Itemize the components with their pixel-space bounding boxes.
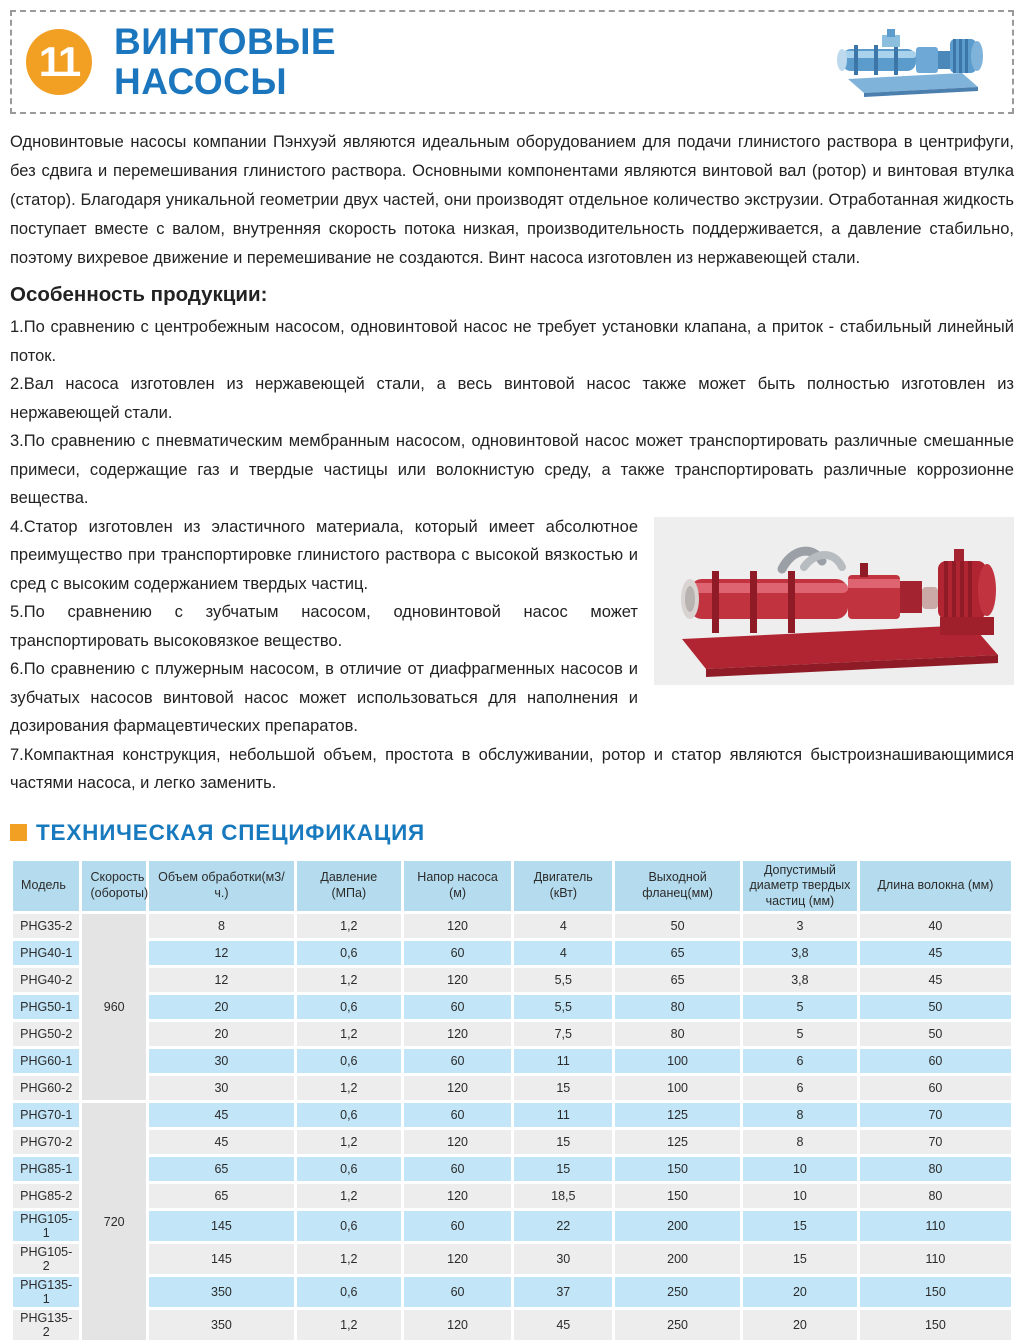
value-cell: 11 <box>514 1049 612 1073</box>
value-cell: 145 <box>149 1244 294 1274</box>
value-cell: 125 <box>615 1130 740 1154</box>
value-cell: 1,2 <box>297 1076 401 1100</box>
value-cell: 45 <box>860 941 1011 965</box>
value-cell: 150 <box>615 1184 740 1208</box>
speed-cell: 960 <box>82 914 145 1100</box>
value-cell: 80 <box>615 1022 740 1046</box>
value-cell: 50 <box>860 1022 1011 1046</box>
value-cell: 125 <box>615 1103 740 1127</box>
value-cell: 8 <box>743 1130 857 1154</box>
value-cell: 70 <box>860 1103 1011 1127</box>
red-pump-photo <box>654 517 1014 685</box>
value-cell: 5,5 <box>514 995 612 1019</box>
intro-paragraph: Одновинтовые насосы компании Пэнхуэй являются идеальным оборудованием для подачи глинистого раствора в центрифуги, без сдвига и перемешивания глинистого раствора. Основными компонентами являются винтовой вал (ротор) и винтовая втулка (статор). Благодаря уникальной геометрии двух частей, они производят отдельное количество экструзии. Отработанная жидкость поступает вместе с валом, внутренняя скорость потока низкая, производительность поддерживается, а давление стабильно, поэтому вихревое движение и перемешивание не создаются. Винт насоса изготовлен из нержавеющей стали. <box>10 128 1014 273</box>
section-number: 11 <box>39 41 79 83</box>
value-cell: 65 <box>149 1157 294 1181</box>
value-cell: 60 <box>860 1049 1011 1073</box>
value-cell: 6 <box>743 1049 857 1073</box>
model-cell: PHG105-2 <box>13 1244 79 1274</box>
value-cell: 60 <box>404 1211 512 1241</box>
value-cell: 4 <box>514 941 612 965</box>
page-title-line1: ВИНТОВЫЕ <box>114 22 830 62</box>
value-cell: 0,6 <box>297 1049 401 1073</box>
feature-item-6: 6.По сравнению с плужерным насосом, в отличие от диафрагменных насосов и зубчатых насосов винтовой насос может использоваться для наполнения и дозирования фармацевтических препаратов. <box>10 655 1014 741</box>
value-cell: 15 <box>743 1244 857 1274</box>
value-cell: 145 <box>149 1211 294 1241</box>
value-cell: 110 <box>860 1244 1011 1274</box>
table-row <box>13 914 1011 938</box>
value-cell: 45 <box>514 1310 612 1340</box>
value-cell: 0,6 <box>297 1103 401 1127</box>
value-cell: 200 <box>615 1244 740 1274</box>
model-cell: PHG50-2 <box>13 1022 79 1046</box>
model-cell: PHG35-2 <box>13 914 79 938</box>
value-cell: 120 <box>404 1184 512 1208</box>
value-cell: 20 <box>743 1310 857 1340</box>
value-cell: 60 <box>404 1157 512 1181</box>
value-cell: 120 <box>404 968 512 992</box>
value-cell: 120 <box>404 1244 512 1274</box>
value-cell: 15 <box>743 1211 857 1241</box>
value-cell: 15 <box>514 1130 612 1154</box>
value-cell: 8 <box>149 914 294 938</box>
value-cell: 70 <box>860 1130 1011 1154</box>
features-with-image <box>10 513 1014 741</box>
value-cell: 1,2 <box>297 914 401 938</box>
spec-section-heading <box>10 820 1014 846</box>
value-cell: 250 <box>615 1277 740 1307</box>
value-cell: 45 <box>149 1130 294 1154</box>
value-cell: 12 <box>149 941 294 965</box>
value-cell: 20 <box>149 995 294 1019</box>
model-cell: PHG85-2 <box>13 1184 79 1208</box>
table-row <box>13 1130 1011 1154</box>
value-cell: 120 <box>404 914 512 938</box>
value-cell: 40 <box>860 914 1011 938</box>
table-row <box>13 1277 1011 1307</box>
value-cell: 22 <box>514 1211 612 1241</box>
table-row <box>13 968 1011 992</box>
value-cell: 50 <box>615 914 740 938</box>
table-row <box>13 1103 1011 1127</box>
value-cell: 120 <box>404 1310 512 1340</box>
value-cell: 1,2 <box>297 1310 401 1340</box>
page-title <box>114 22 830 102</box>
feature-item-4: 4.Статор изготовлен из эластичного материала, который имеет абсолютное преимущество при транспортировке глинистого раствора с высокой вязкостью и сред с высоким содержанием твердых частиц. <box>10 513 1014 599</box>
value-cell: 30 <box>149 1076 294 1100</box>
col-header-fiber: Длина волокна (мм) <box>860 861 1011 912</box>
value-cell: 7,5 <box>514 1022 612 1046</box>
value-cell: 60 <box>860 1076 1011 1100</box>
speed-cell: 720 <box>82 1103 145 1340</box>
page-title-line2: НАСОСЫ <box>114 62 830 102</box>
model-cell: PHG60-2 <box>13 1076 79 1100</box>
value-cell: 0,6 <box>297 1157 401 1181</box>
table-row <box>13 1211 1011 1241</box>
model-cell: PHG70-1 <box>13 1103 79 1127</box>
value-cell: 18,5 <box>514 1184 612 1208</box>
model-cell: PHG60-1 <box>13 1049 79 1073</box>
col-header-pressure: Давление (МПа) <box>297 861 401 912</box>
value-cell: 100 <box>615 1076 740 1100</box>
value-cell: 350 <box>149 1310 294 1340</box>
value-cell: 20 <box>743 1277 857 1307</box>
feature-item-2: 2.Вал насоса изготовлен из нержавеющей стали, а весь винтовой насос также может быть полностью изготовлен из нержавеющей стали. <box>10 370 1014 427</box>
value-cell: 0,6 <box>297 1277 401 1307</box>
table-row <box>13 1157 1011 1181</box>
value-cell: 45 <box>149 1103 294 1127</box>
value-cell: 10 <box>743 1184 857 1208</box>
value-cell: 50 <box>860 995 1011 1019</box>
table-row <box>13 995 1011 1019</box>
value-cell: 1,2 <box>297 968 401 992</box>
feature-item-3: 3.По сравнению с пневматическим мембранным насосом, одновинтовой насос может транспортировать различные смешанные примеси, содержащие газ и твердые частицы или волокнистую среду, а также транспортировать различные коррозионне вещества. <box>10 427 1014 513</box>
feature-item-7: 7.Компактная конструкция, небольшой объем, простота в обслуживании, ротор и статор являются быстроизнашивающимися частями насоса, и легко заменить. <box>10 741 1014 798</box>
value-cell: 45 <box>860 968 1011 992</box>
value-cell: 1,2 <box>297 1130 401 1154</box>
table-header-row <box>13 861 1011 912</box>
model-cell: PHG50-1 <box>13 995 79 1019</box>
value-cell: 120 <box>404 1130 512 1154</box>
value-cell: 150 <box>860 1277 1011 1307</box>
section-number-badge <box>26 29 92 95</box>
model-cell: PHG70-2 <box>13 1130 79 1154</box>
table-row <box>13 1310 1011 1340</box>
value-cell: 1,2 <box>297 1184 401 1208</box>
feature-item-1: 1.По сравнению с центробежным насосом, одновинтовой насос не требует установки клапана, а приток - стабильный линейный поток. <box>10 313 1014 370</box>
value-cell: 60 <box>404 941 512 965</box>
value-cell: 60 <box>404 995 512 1019</box>
value-cell: 350 <box>149 1277 294 1307</box>
value-cell: 5,5 <box>514 968 612 992</box>
col-header-speed: Скорость (обороты) <box>82 861 145 912</box>
value-cell: 1,2 <box>297 1022 401 1046</box>
value-cell: 3,8 <box>743 968 857 992</box>
value-cell: 4 <box>514 914 612 938</box>
value-cell: 5 <box>743 1022 857 1046</box>
col-header-particle: Допустимый диаметр твердых частиц (мм) <box>743 861 857 912</box>
value-cell: 150 <box>615 1157 740 1181</box>
value-cell: 60 <box>404 1049 512 1073</box>
value-cell: 8 <box>743 1103 857 1127</box>
value-cell: 100 <box>615 1049 740 1073</box>
value-cell: 5 <box>743 995 857 1019</box>
model-cell: PHG40-2 <box>13 968 79 992</box>
value-cell: 6 <box>743 1076 857 1100</box>
value-cell: 65 <box>615 941 740 965</box>
blue-pump-image <box>830 21 988 104</box>
value-cell: 80 <box>860 1157 1011 1181</box>
value-cell: 80 <box>860 1184 1011 1208</box>
model-cell: PHG40-1 <box>13 941 79 965</box>
value-cell: 20 <box>149 1022 294 1046</box>
value-cell: 120 <box>404 1076 512 1100</box>
value-cell: 15 <box>514 1157 612 1181</box>
model-cell: PHG85-1 <box>13 1157 79 1181</box>
features-heading: Особенность продукции: <box>10 283 1014 307</box>
table-row <box>13 1244 1011 1274</box>
table-row <box>13 1184 1011 1208</box>
value-cell: 120 <box>404 1022 512 1046</box>
spec-table-body <box>13 914 1011 1340</box>
value-cell: 0,6 <box>297 941 401 965</box>
value-cell: 60 <box>404 1103 512 1127</box>
col-header-flange: Выходной фланец(мм) <box>615 861 740 912</box>
value-cell: 15 <box>514 1076 612 1100</box>
value-cell: 250 <box>615 1310 740 1340</box>
table-row <box>13 941 1011 965</box>
value-cell: 30 <box>149 1049 294 1073</box>
value-cell: 65 <box>149 1184 294 1208</box>
value-cell: 30 <box>514 1244 612 1274</box>
col-header-model: Модель <box>13 861 79 912</box>
value-cell: 3 <box>743 914 857 938</box>
table-row <box>13 1049 1011 1073</box>
value-cell: 110 <box>860 1211 1011 1241</box>
model-cell: PHG135-1 <box>13 1277 79 1307</box>
table-row <box>13 1022 1011 1046</box>
table-row <box>13 1076 1011 1100</box>
value-cell: 3,8 <box>743 941 857 965</box>
col-header-head: Напор насоса (м) <box>404 861 512 912</box>
col-header-motor: Двигатель (кВт) <box>514 861 612 912</box>
value-cell: 80 <box>615 995 740 1019</box>
value-cell: 37 <box>514 1277 612 1307</box>
value-cell: 200 <box>615 1211 740 1241</box>
value-cell: 65 <box>615 968 740 992</box>
model-cell: PHG105-1 <box>13 1211 79 1241</box>
value-cell: 1,2 <box>297 1244 401 1274</box>
value-cell: 150 <box>860 1310 1011 1340</box>
spec-table <box>10 858 1014 1343</box>
value-cell: 11 <box>514 1103 612 1127</box>
feature-item-5: 5.По сравнению с зубчатым насосом, одновинтовой насос может транспортировать высоковязкое вещество. <box>10 598 1014 655</box>
value-cell: 10 <box>743 1157 857 1181</box>
value-cell: 60 <box>404 1277 512 1307</box>
value-cell: 0,6 <box>297 995 401 1019</box>
spec-title: ТЕХНИЧЕСКАЯ СПЕЦИФИКАЦИЯ <box>36 820 425 846</box>
section-banner <box>10 10 1014 114</box>
value-cell: 0,6 <box>297 1211 401 1241</box>
model-cell: PHG135-2 <box>13 1310 79 1340</box>
orange-square-icon <box>10 824 27 841</box>
col-header-volume: Объем обработки(м3/ч.) <box>149 861 294 912</box>
value-cell: 12 <box>149 968 294 992</box>
